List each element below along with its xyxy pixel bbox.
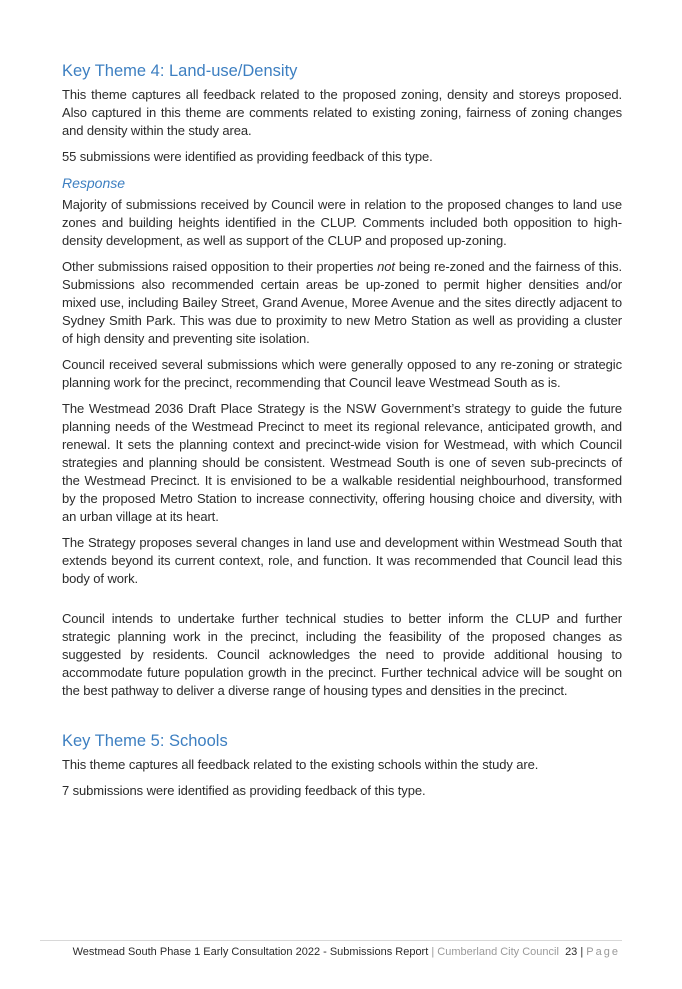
p2-before: Other submissions raised opposition to their properties [62, 259, 378, 274]
footer-text [73, 945, 620, 959]
theme5-intro: This theme captures all feedback related to the existing schools within the study are. [62, 757, 539, 772]
p2-after: being re-zoned and the fairness of this. Submissions also recommended certain areas be up-zoned to permit higher densities and/or mixed use, including Bailey Street, Grand Avenue, Moree Avenue and the sites directly adjacent to Sydney Smith Park. This was due to proximity to new Metro Station as well as providing a cluster of high density and preventing site isolation. [62, 259, 622, 346]
footer-page-number: 23 [565, 946, 578, 958]
spacer [62, 596, 622, 610]
spacer [62, 708, 622, 730]
theme5-count: 7 submissions were identified as providing feedback of this type. [62, 783, 426, 798]
page-footer [40, 940, 622, 958]
theme4-heading: Key Theme 4: Land-use/Density [62, 62, 298, 80]
response-paragraph-3: Council received several submissions which were generally opposed to any re-zoning or strategic planning work for the precinct, recommending that Council leave Westmead South as is. [62, 357, 622, 390]
footer-page-word: Page [586, 946, 620, 958]
footer-page-separator: | [580, 946, 584, 958]
footer-report-title: Westmead South Phase 1 Early Consultation 2022 - Submissions Report [72, 946, 429, 958]
response-paragraph-6: Council intends to undertake further technical studies to better inform the CLUP and further strategic planning work in the precinct, including the feasibility of the proposed changes as suggested by residents. Council acknowledges the need to provide additional housing to accommodate future population growth in the precinct. Further technical advice will be sought on the best pathway to deliver a diverse range of housing types and densities in the precinct. [62, 611, 622, 698]
response-heading: Response [62, 175, 126, 191]
document-page [62, 60, 622, 808]
p2-emphasis: not [377, 259, 395, 274]
theme5-heading: Key Theme 5: Schools [62, 732, 228, 750]
response-paragraph-2 [62, 258, 622, 348]
response-paragraph-4: The Westmead 2036 Draft Place Strategy is the NSW Government’s strategy to guide the future planning needs of the Westmead Precinct to meet its regional relevance, anticipated growth, and renewal. It sets the planning context and precinct-wide vision for Westmead, with which Council strategies and planning should be consistent. Westmead South is one of seven sub-precincts of the Westmead Precinct. It is envisioned to be a walkable residential neighbourhood, transformed by the proposed Metro Station to increase connectivity, offering housing choice and diversity, with an urban village at its heart. [62, 401, 622, 524]
theme4-intro: This theme captures all feedback related to the proposed zoning, density and storeys proposed. Also captured in this theme are comments related to existing zoning, fairness of zoning changes and density within the study area. [62, 87, 622, 138]
response-paragraph-1: Majority of submissions received by Council were in relation to the proposed changes to land use zones and building heights identified in the CLUP. Comments included both opposition to high-density development, as well as support of the CLUP and proposed up-zoning. [62, 197, 622, 248]
footer-council: Cumberland City Council [437, 946, 559, 958]
response-paragraph-5: The Strategy proposes several changes in land use and development within Westmead South that extends beyond its current context, role, and function. It was recommended that Council lead this body of work. [62, 535, 622, 586]
theme4-count: 55 submissions were identified as providing feedback of this type. [62, 149, 433, 164]
footer-separator: | [431, 946, 435, 958]
